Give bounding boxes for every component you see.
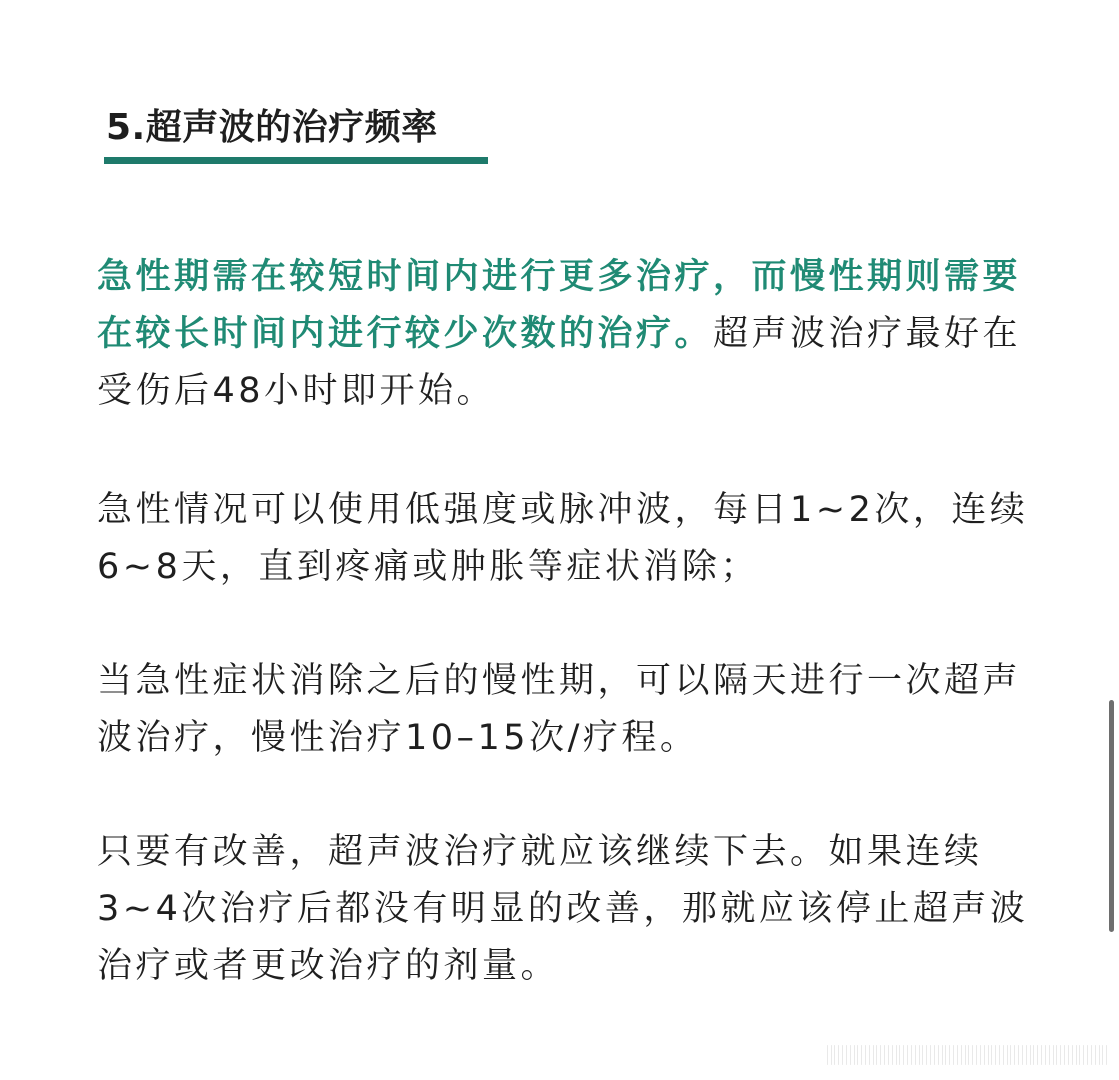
paragraph-acute: 急性情况可以使用低强度或脉冲波，每日1~2次，连续6~8天，直到疼痛或肿胀等症状消除；	[97, 490, 1029, 587]
watermark	[827, 1042, 1107, 1068]
paragraph-text: 超声波治疗最好在受伤后48小时即开始。	[97, 314, 1022, 411]
paragraph-improvement: 只要有改善，超声波治疗就应该继续下去。如果连续3~4次治疗后都没有明显的改善，那就应该停止超声波治疗或者更改治疗的剂量。	[97, 832, 1029, 986]
heading-underline	[104, 157, 488, 164]
scrollbar[interactable]	[1109, 700, 1114, 932]
paragraph-chronic: 当急性症状消除之后的慢性期，可以隔天进行一次超声波治疗，慢性治疗10–15次/疗程。	[97, 661, 1022, 758]
section-heading: 5.超声波的治疗频率	[106, 107, 438, 148]
highlighted-text: 急性期需在较短时间内进行更多治疗，而慢性期则需要在较长时间内进行较少次数的治疗。	[97, 257, 1022, 354]
paragraph-frequency-intro	[97, 249, 1037, 420]
